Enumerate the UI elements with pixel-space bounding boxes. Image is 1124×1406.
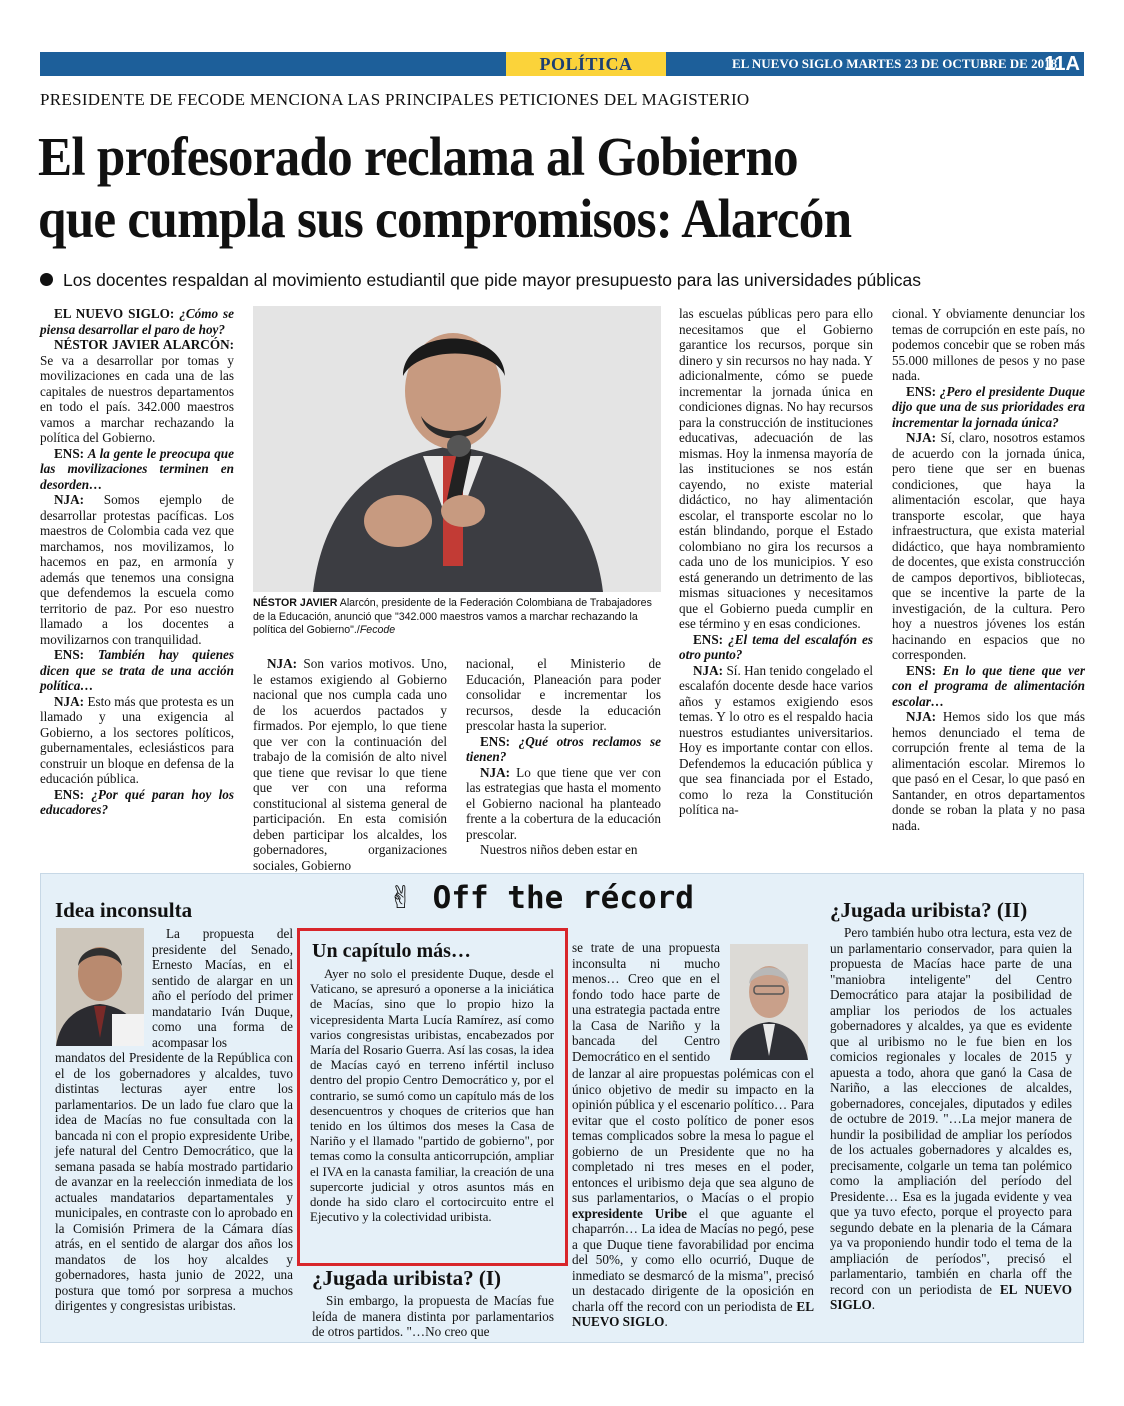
paragraph xyxy=(466,734,661,765)
macias-photo xyxy=(56,928,144,1046)
speaker-label: NJA: xyxy=(267,656,298,671)
caption-name: NÉSTOR JAVIER xyxy=(253,597,338,609)
question-text: ¿Qué otros reclamos se tienen? xyxy=(466,733,661,764)
question-text: ¿Pero el presidente Duque dijo que una de sus prioridades era incrementar la jornada única? xyxy=(892,383,1086,430)
article-column-1 xyxy=(40,306,234,818)
middle-column-end-text: el que aguante el chaparrón… La idea de Macías no pegó, pese a que Duque tiene favorabilidad por encima del 50%, y como ello ocurrió, Duque de inmediato se desmarcó de la misma", precisó un destacado dirigente de la oposición en charla off the record con un periodista de xyxy=(572,1205,814,1314)
masthead-mention-2: EL NUEVO SIGLO xyxy=(830,1281,1072,1312)
speaker-label: NJA: xyxy=(54,492,85,507)
headline-line-2: que cumpla sus compromisos: Alarcón xyxy=(38,188,852,249)
middle-column-top xyxy=(572,940,720,1064)
answer-text: Sí. Han tenido congelado el escalafón docente desde hace varios años y estamos exigiendo esos temas. Y lo otro es el respaldo hacia nuestros estudiantes universitarios. Hoy es importante contar con ellos. Defendemos la educación pública y que sea financiada por el Estado, como lo reza la Constitución política na- xyxy=(679,662,874,817)
macias-illustration xyxy=(56,928,144,1046)
paragraph xyxy=(679,663,873,818)
subhead-text: Los docentes respaldan al movimiento estudiantil que pide mayor presupuesto para las universidades públicas xyxy=(63,270,922,290)
speaker-photo xyxy=(253,306,661,592)
uribe-photo xyxy=(730,944,808,1060)
idea-inconsulta-title: Idea inconsulta xyxy=(55,898,193,922)
section-label: POLÍTICA xyxy=(506,52,666,76)
idea-inconsulta-top xyxy=(152,926,293,1050)
paragraph xyxy=(466,656,661,734)
idea-inconsulta-top-text: La propuesta del presidente del Senado, Ernesto Macías, en el sentido de alargar en un año el período del primer mandatario Iván Duque, como una forma de acompasar los xyxy=(152,926,293,1050)
subhead xyxy=(40,270,921,291)
paragraph xyxy=(40,306,234,337)
middle-column-bold: expresidente Uribe xyxy=(572,1205,688,1221)
paragraph xyxy=(892,430,1085,663)
speaker-label: ENS: xyxy=(693,631,724,647)
answer-text: las escuelas públicas pero para ello necesitamos que el Gobierno garantice los recursos, porque sin dinero y sin recursos no hay nada. Y adicionalmente, cómo se puede incrementar la jornada única en condiciones dignas. No hay recursos para la construcción de instituciones educativas, adecuación de las mismas. Hoy la inmensa mayoría de las instituciones se nos están cayendo, no existe material didáctico, no hay alimentación escolar, el transporte escolar no lo están blindando, porque el Estado colombiano no gira los recursos a cada uno de los municipios. Y eso está generando un detrimento de las mismas situaciones y necesitamos que el Gobierno pueda cumplir en ese término y en esas condiciones. xyxy=(679,306,873,631)
article-column-5 xyxy=(892,306,1085,833)
middle-column-top-text: se trate de una propuesta inconsulta ni mucho menos… Creo que en el fondo todo hace parte de una estrategia pactada entre la Casa de Nariño y la bancada del Centro Democrático en el sentido xyxy=(572,940,720,1064)
answer-text: Son varios motivos. Uno, le estamos exigiendo al Gobierno nacional que nos cumpla cada uno de los acuerdos pactados y firmados. Por ejemplo, lo que tiene que ver con la continuación del trabajo de la comisión de alto nivel que tiene que revisar lo que tiene que ver con una reforma constitucional al sistema general de participación. En esta comisión deben participar los alcaldes, los gobernadores, organizaciones sociales, Gobierno xyxy=(253,656,448,873)
paragraph xyxy=(40,446,234,493)
capitulo-title: Un capítulo más… xyxy=(312,940,471,962)
speaker-label: ENS: xyxy=(480,733,511,749)
paragraph xyxy=(466,842,661,858)
answer-text: Hemos sido los que más hemos denunciado el tema de corrupción frente al tema de la alimentación escolar. Miremos lo que pasó en el Cesar, lo que pasó en Santander, en otros departamentos donde se roban la plata y no pasa nada. xyxy=(892,709,1085,833)
paragraph xyxy=(40,492,234,647)
paragraph xyxy=(40,647,234,694)
question-text: ¿Cómo se piensa desarrollar el paro de hoy? xyxy=(40,306,234,337)
speaker-label: NJA: xyxy=(54,693,85,709)
paragraph xyxy=(253,656,447,873)
jugada-1-title: ¿Jugada uribista? (I) xyxy=(312,1266,502,1290)
speaker-label: EL NUEVO SIGLO: xyxy=(54,306,175,321)
paragraph xyxy=(679,306,873,632)
photo-caption xyxy=(253,597,661,638)
answer-text: Lo que tiene que ver con las estrategias que hasta el momento el Gobierno nacional ha planteado frente a la cobertura de la educación prescolar. xyxy=(466,764,661,842)
speaker-label: NJA: xyxy=(906,709,937,724)
speaker-label: NJA: xyxy=(906,430,937,445)
speaker-label: ENS: xyxy=(54,445,85,461)
answer-text: Se va a desarrollar por tomas y movilizaciones en cada una de las capitales de nuestros departamentos en todo el país. 342.000 maestros vamos a marchar rechazando la política del Gobierno. xyxy=(40,352,234,445)
paragraph xyxy=(40,694,234,787)
paragraph xyxy=(892,663,1085,710)
speaker-label: ENS: xyxy=(906,662,937,678)
photo-credit: Fecode xyxy=(359,624,396,636)
jugada-2-column xyxy=(830,925,1072,1313)
answer-text: Somos ejemplo de desarrollar protestas pacíficas. Los maestros de Colombia cada vez que marchamos, nos movilizamos, lo hacemos en paz, en armonía y además que tenemos una consigna que defendemos la escuela como territorio de paz. Por eso nuestro llamado a los docentes a movilizarnos con tranquilidad. xyxy=(40,492,234,647)
middle-column-body-paragraph: de lanzar al aire propuestas polémicas con el único objetivo de medir su impacto en la opinión pública y el escenario político… Para evitar que el costo político de poner esos temas complicados sobre la mesa lo pague el gobierno de un Presidente que no ha completado ni tres meses en el poder, entonces el uribismo deja que sea alguno de sus parlamentarios, o Macías o el propio expresidente Uribe el que aguante el chaparrón… La idea de Macías no pegó, pese a que Duque tiene favorabilidad por encima del 50%, y como ello ocurrió, Duque de inmediato se desmarcó de la misma", precisó un destacado dirigente de la oposición en charla off the record con un periodista de EL NUEVO SIGLO. xyxy=(572,1066,814,1329)
speaker-label: NJA: xyxy=(693,662,724,678)
middle-column-body-text: de lanzar al aire propuestas polémicas con el único objetivo de medir su impacto en la opinión pública y el escenario político… Para evitar que el costo político de poner esos temas complicados sobre la mesa lo pague el gobierno de un Presidente que no ha completado ni tres meses en el poder, entonces el uribismo deja que sea alguno de sus parlamentarios, o Macías o el propio xyxy=(572,1066,814,1205)
speaker-label: NJA: xyxy=(480,764,511,780)
question-text: En lo que tiene que ver con el programa de alimentación escolar… xyxy=(892,662,1085,709)
answer-text: Nuestros niños deben estar en xyxy=(480,842,638,857)
off-the-record-title-text: Off the récord xyxy=(432,880,694,916)
jugada-1-text: Sin embargo, la propuesta de Macías fue leída de manera distinta por parlamentarios de otros partidos. "…No creo que xyxy=(312,1293,554,1339)
article-column-2 xyxy=(253,656,447,873)
bullet-dot-icon xyxy=(40,273,53,286)
article-column-4 xyxy=(679,306,873,818)
question-text: ¿Por qué paran hoy los educadores? xyxy=(40,786,235,817)
idea-inconsulta-body-text: mandatos del Presidente de la República con el de los gobernadores y alcaldes, tuvo distintas lecturas ayer entre los parlamentarios. De un lado fue claro que la idea de Macías no fue consultada con la bancada ni con el propio expresidente Uribe, jefe natural del Centro Democrático, que la semana pasada se había mostrado partidario de avanzar en la reelección inmediata de los actuales mandatarios departamentales y municipales, en contraste con lo aprobado en la Comisión Primera de la Cámara días atrás, en el sentido de alargar dos años los mandatos de los hoy alcaldes y gobernadores, hasta junio de 2022, una postura que tomó por sorpresa a muchos dirigentes y congresistas uribistas. xyxy=(55,1050,293,1313)
speaker-label: ENS: xyxy=(54,786,85,802)
masthead-date: EL NUEVO SIGLO MARTES 23 DE OCTUBRE DE 2018 xyxy=(732,56,1058,71)
article-column-3 xyxy=(466,656,661,858)
question-text: A la gente le preocupa que las movilizaciones terminen en desorden… xyxy=(40,445,234,492)
masthead-mention-1: EL NUEVO SIGLO xyxy=(572,1298,814,1329)
caption-text: Alarcón, presidente de la Federación Colombiana de Trabajadores de la Educación, anunció que "342.000 maestros vamos a marchar rechazando la política del Gobierno"./ xyxy=(253,597,652,636)
answer-text: nacional, el Ministerio de Educación, Planeación para poder consolidar e incrementar los recursos, desde la educación prescolar hasta la superior. xyxy=(466,656,661,733)
paragraph xyxy=(40,337,234,446)
headline xyxy=(38,126,1024,250)
jugada-1-column xyxy=(312,1293,554,1340)
idea-inconsulta-body xyxy=(55,1050,293,1314)
capitulo-column xyxy=(310,967,554,1225)
jugada-2-text: Pero también hubo otra lectura, esta vez de un parlamentario conservador, para quien la propuesta de Macías hace parte de una "maniobra inteligente" del Centro Democrático para atajar la posibilidad de ampliar los periodos de los actuales gobernadores y alcaldes, ya que es evidente que al uribismo no le fue bien en los comicios regionales y locales de 2015 y apuesta a todo, ahora que ganó la Casa de Nariño, a las elecciones de alcaldes, gobernadores, concejales, diputados y ediles de octubre de 2019. "…La mejor manera de hundir la posibilidad de ampliar los períodos de los actuales gobernadores y alcaldes es, precisamente, colgarle un tema tan polémico como la ampliación del período del Presidente… Esa es la jugada evidente y vea que ya tuvo efecto, porque el proyecto para segundo debate en la plenaria de la Cámara ya va proponiendo hundir todo el tema de la ampliación de períodos", precisó el parlamentario, también en charla off the record con un periodista de xyxy=(830,925,1072,1297)
speaker-label: NÉSTOR JAVIER ALARCÓN: xyxy=(54,337,234,352)
speaker-label: ENS: xyxy=(906,383,937,399)
uribe-illustration xyxy=(730,944,808,1060)
capitulo-text: Ayer no solo el presidente Duque, desde el Vaticano, se apresuró a oponerse a la iniciática de Macías, sino que lo propio hizo la vicepresidenta Marta Lucía Ramírez, así como varios congresistas uribistas, encabezados por María del Rosario Guerra. Así las cosas, la idea de Macías cayó en terreno infértil incluso dentro del propio Centro Democrático y, por el contrario, se sumó como un capítulo más de los desencuentros y choques de criterios que han tenido en los últimos dos meses la Casa de Nariño y el llamado "partido de gobierno", por temas como la consulta anticorrupción, ampliar el IVA en la canasta familiar, la creación de una supercorte judicial y otros asuntos más en donde ha sido claro el cortocircuito entre el Ejecutivo y la colectividad uribista. xyxy=(310,967,554,1225)
paragraph xyxy=(679,632,873,663)
answer-text: Esto más que protesta es un llamado y una exigencia al Gobierno, a los sectores políticos, gubernamentales, eclesiásticos para construir un bloque en defensa de la educación pública. xyxy=(40,693,234,786)
paragraph xyxy=(892,306,1085,384)
jugada-2-paragraph: Pero también hubo otra lectura, esta vez de un parlamentario conservador, para quien la propuesta de Macías hace parte de una "maniobra inteligente" del Centro Democrático para atajar la posibilidad de ampliar los periodos de los actuales gobernadores y alcaldes, ya que es evidente que al uribismo no le fue bien en los comicios regionales y locales de 2015 y apuesta a todo, ahora que ganó la Casa de Nariño, a las elecciones de alcaldes, gobernadores, concejales, diputados y ediles de octubre de 2019. "…La mejor manera de hundir la posibilidad de ampliar los períodos de los actuales gobernadores y alcaldes es, precisamente, colgarle un tema tan polémico como la ampliación del período del Presidente… Esa es la jugada evidente y vea que ya tuvo efecto, porque el proyecto para segundo debate en la plenaria de la Cámara ya va proponiendo hundir todo el tema de la ampliación de períodos", precisó el parlamentario, también en charla off the record con un periodista de EL NUEVO SIGLO. xyxy=(830,925,1072,1312)
victory-hand-icon: ✌ xyxy=(388,880,414,916)
top-bar xyxy=(40,52,1084,76)
page-number: 11A xyxy=(1044,53,1080,75)
speaker-label: ENS: xyxy=(54,647,85,662)
answer-text: Sí, claro, nosotros estamos de acuerdo con la jornada única, pero tiene que ser en buenas condiciones, que haya la alimentación escolar, que haya transporte escolar, que haya infraestructura, que exista material didáctico, que haya nombramiento de docentes, que exista construcción de campos deportivos, bibliotecas, que se incentive la parte de la investigación, de la cultura. Pero hoy a nuestros jóvenes los están hacinando en espacios que no corresponden. xyxy=(892,430,1085,662)
paragraph xyxy=(892,384,1085,431)
jugada-2-title: ¿Jugada uribista? (II) xyxy=(830,898,1028,922)
paragraph xyxy=(40,787,234,818)
headline-line-1: El profesorado reclama al Gobierno xyxy=(38,126,798,187)
speaker-illustration xyxy=(253,306,661,592)
question-text: ¿El tema del escalafón es otro punto? xyxy=(679,631,874,662)
paragraph xyxy=(466,765,661,843)
paragraph xyxy=(892,709,1085,833)
kicker: PRESIDENTE DE FECODE MENCIONA LAS PRINCIPALES PETICIONES DEL MAGISTERIO xyxy=(40,90,750,109)
answer-text: cional. Y obviamente denunciar los temas de corrupción en este país, no podemos concebir que se roben más 55.000 millones de pesos y no pase nada. xyxy=(892,306,1085,383)
off-the-record-title xyxy=(388,880,694,916)
question-text: También hay quienes dicen que se trata de una acción política… xyxy=(40,647,235,693)
middle-column-body xyxy=(572,1066,814,1330)
